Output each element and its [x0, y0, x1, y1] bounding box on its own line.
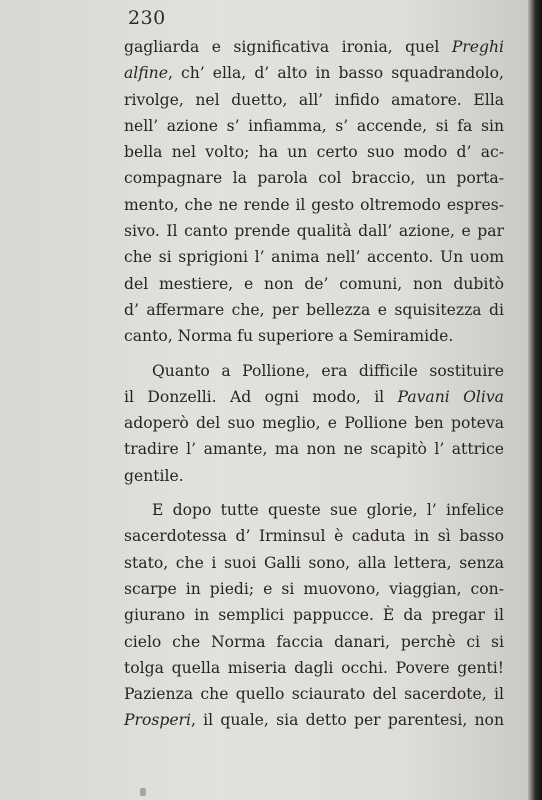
italic-name: Pavani Oliva	[397, 387, 504, 406]
text-run: mento, che ne rende il gesto oltremodo espres-	[124, 195, 504, 214]
text-run: nell’ azione s’ infiamma, s’ accende, si fa sin	[124, 116, 504, 135]
paragraph	[124, 358, 504, 489]
text-run: gentile.	[124, 466, 184, 485]
text-line	[124, 113, 504, 139]
text-line	[124, 192, 504, 218]
text-line	[124, 410, 504, 436]
text-run: compagnare la parola col braccio, un porta-	[124, 169, 504, 188]
text-run: d’ affermare che, per bellezza e squisitezza di	[124, 300, 504, 319]
text-run: Quanto a Pollione, era difficile sostituire	[152, 361, 504, 380]
text-run: , ch’ ella, d’ alto in basso squadrandolo,	[167, 64, 504, 83]
text-line	[124, 576, 504, 602]
text-line	[124, 629, 504, 655]
text-line	[124, 681, 504, 707]
text-line	[124, 602, 504, 628]
text-run: canto, Norma fu superiore a Semiramide.	[124, 327, 454, 346]
text-run: tradire l’ amante, ma non ne scapitò l’ attrice	[124, 440, 504, 459]
text-line	[124, 463, 504, 489]
text-run: sivo. Il canto prende qualità dall’ azione, e par	[124, 222, 504, 241]
text-run: Pazienza che quello sciaurato del sacerdote, il	[124, 685, 504, 704]
text-line	[124, 497, 504, 523]
italic-name: alfine	[124, 64, 168, 83]
text-run: stato, che i suoi Galli sono, alla lettera, senza	[124, 553, 504, 572]
text-line	[124, 165, 504, 191]
text-run: E dopo tutte queste sue glorie, l’ infelice	[152, 501, 504, 520]
text-line	[124, 358, 504, 384]
text-line	[124, 271, 504, 297]
text-line	[124, 244, 504, 270]
text-line	[124, 323, 504, 349]
print-smudge	[140, 788, 146, 796]
text-line	[124, 523, 504, 549]
text-run: il Donzelli. Ad ogni modo, il	[124, 387, 398, 406]
italic-name: Preghi	[451, 38, 504, 56]
text-run: del mestiere, e non de’ comuni, non dubitò	[124, 274, 504, 293]
paragraph	[124, 497, 504, 734]
text-line	[124, 384, 504, 410]
text-run: sacerdotessa d’ Irminsul è caduta in sì basso	[124, 527, 504, 546]
text-line	[124, 707, 504, 733]
text-run: gagliarda e significativa ironia, quel	[124, 38, 452, 56]
paragraph	[124, 34, 504, 350]
text-line	[124, 655, 504, 681]
text-line	[124, 550, 504, 576]
text-run: rivolge, nel duetto, all’ infido amatore. Ella	[124, 90, 504, 109]
italic-name: Prosperi	[124, 711, 191, 730]
text-line	[124, 297, 504, 323]
body-text	[124, 34, 504, 734]
text-run: cielo che Norma faccia danari, perchè ci si	[124, 632, 504, 651]
text-line	[124, 60, 504, 86]
text-run: adoperò del suo meglio, e Pollione ben poteva	[124, 414, 504, 433]
text-run: , il quale, sia detto per parentesi, non	[191, 711, 504, 730]
text-line	[124, 34, 504, 60]
text-run: giurano in semplici pappucce. È da pregar il	[124, 606, 504, 625]
text-line	[124, 139, 504, 165]
text-line	[124, 87, 504, 113]
text-run: scarpe in piedi; e si muovono, viaggian, con-	[124, 579, 504, 598]
text-run: che si sprigioni l’ anima nell’ accento. Un uom	[124, 248, 504, 267]
text-line	[124, 218, 504, 244]
book-gutter-shadow	[528, 0, 542, 800]
page-number: 230	[128, 7, 166, 29]
text-line	[124, 436, 504, 462]
text-run: tolga quella miseria dagli occhi. Povere genti!	[124, 658, 504, 677]
text-run: bella nel volto; ha un certo suo modo d’ ac-	[124, 143, 504, 162]
